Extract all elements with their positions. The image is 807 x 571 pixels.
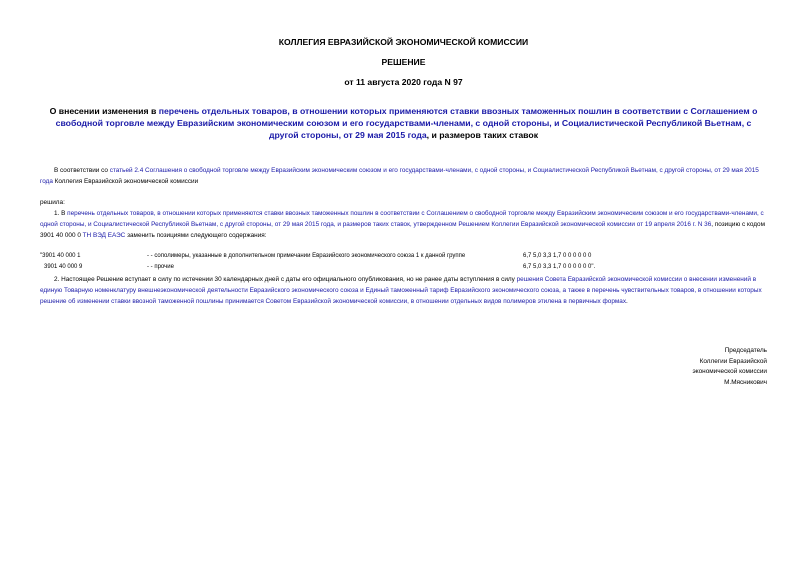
point-1-paragraph [40, 208, 768, 241]
title-list-link[interactable]: перечень отдельных товаров, в отношении которых применяются ставки ввозных таможенных пошлин в соответствии с Соглашением о свободной торговле между Евразийским экономическим союзом и его государствами-членами, с одной стороны, и Социалистической Республикой Вьетнам, с другой стороны, от 29 мая 2015 года [55, 106, 758, 140]
table-cell-description: - - прочие [147, 264, 174, 270]
table-cell-code: "3901 40 000 1 [40, 253, 81, 259]
point-1-prefix: 1. В [54, 210, 68, 217]
signature-name: М.Мясникович [724, 378, 767, 386]
point-2-paragraph [40, 274, 768, 307]
preamble-paragraph [40, 165, 768, 187]
table-cell-description: - - сополимеры, указанные в дополнительном примечании Евразийского экономического союза 1 к данной группе [147, 253, 466, 259]
doc-type-heading: РЕШЕНИЕ [381, 57, 426, 67]
signature-block [693, 346, 768, 388]
article-link[interactable]: статьей 2.4 Соглашения о свободной торговле между Евразийским экономическим союзом и его государствами-членами, с одной стороны, и Социалистической Республикой Вьетнам, с другой стороны, от 29 мая 2015 года [40, 167, 759, 185]
document-title [40, 105, 767, 141]
table-cell-code: 3901 40 000 9 [44, 264, 83, 270]
signature-body-2: экономической комиссии [692, 368, 767, 375]
preamble-suffix: Коллегия Евразийской экономической комиссии [52, 178, 199, 185]
table-cell-rates: 6,7 5,0 3,3 1,7 0 0 0 0 0 0 [523, 253, 592, 259]
tnved-link[interactable]: ТН ВЭД ЕАЭС [82, 232, 126, 239]
decided-label: решила: [40, 199, 65, 206]
title-prefix: О внесении изменения в [49, 106, 159, 116]
org-heading: КОЛЛЕГИЯ ЕВРАЗИЙСКОЙ ЭКОНОМИЧЕСКОЙ КОМИССИИ [278, 37, 529, 47]
point-2-end: . [626, 298, 628, 305]
signature-body: Коллегии Евразийской [699, 357, 767, 365]
preamble-prefix: В соответствии со [54, 167, 110, 174]
council-decision-link[interactable]: решения Совета Евразийской экономической комиссии о внесении изменений в единую Товарную номенклатуру внешнеэкономической деятельности Евразийского экономического союза и Единый таможенный тариф Евразийского экономического союза, а также в перечень чувствительных товаров, в отношении которых решение об изменении ставки ввозной таможенной пошлины принимается Советом Евразийской экономической комиссии, в отношении отдельных видов полимеров этилена в первичных формах [40, 276, 762, 305]
list-decision-link[interactable]: перечень отдельных товаров, в отношении которых применяются ставки ввозных таможенных пошлин в соответствии с Соглашением о свободной торговле между Евразийским экономическим союзом и его государствами-членами, с одной стороны, и Социалистической Республикой Вьетнам, с другой стороны, от 29 мая 2015 года, и размеров таких ставок, утвержденном Решением Коллегии Евразийской экономической комиссии от 19 апреля 2016 г. N 36 [40, 210, 764, 228]
date-number-heading: от 11 августа 2020 года N 97 [344, 77, 463, 87]
point-1-middle: , позицию с кодом 3901 40 000 0 [40, 221, 765, 239]
title-suffix: , и размеров таких ставок [426, 130, 539, 140]
signature-title: Председатель [724, 347, 767, 354]
point-2-prefix: 2. Настоящее Решение вступает в силу по истечении 30 календарных дней с даты его официального опубликования, но не ранее даты вступления в силу [54, 276, 517, 283]
table-cell-rates: 6,7 5,0 3,3 1,7 0 0 0 0 0 0". [523, 264, 596, 270]
point-1-suffix: заменить позициями следующего содержания: [125, 232, 267, 239]
